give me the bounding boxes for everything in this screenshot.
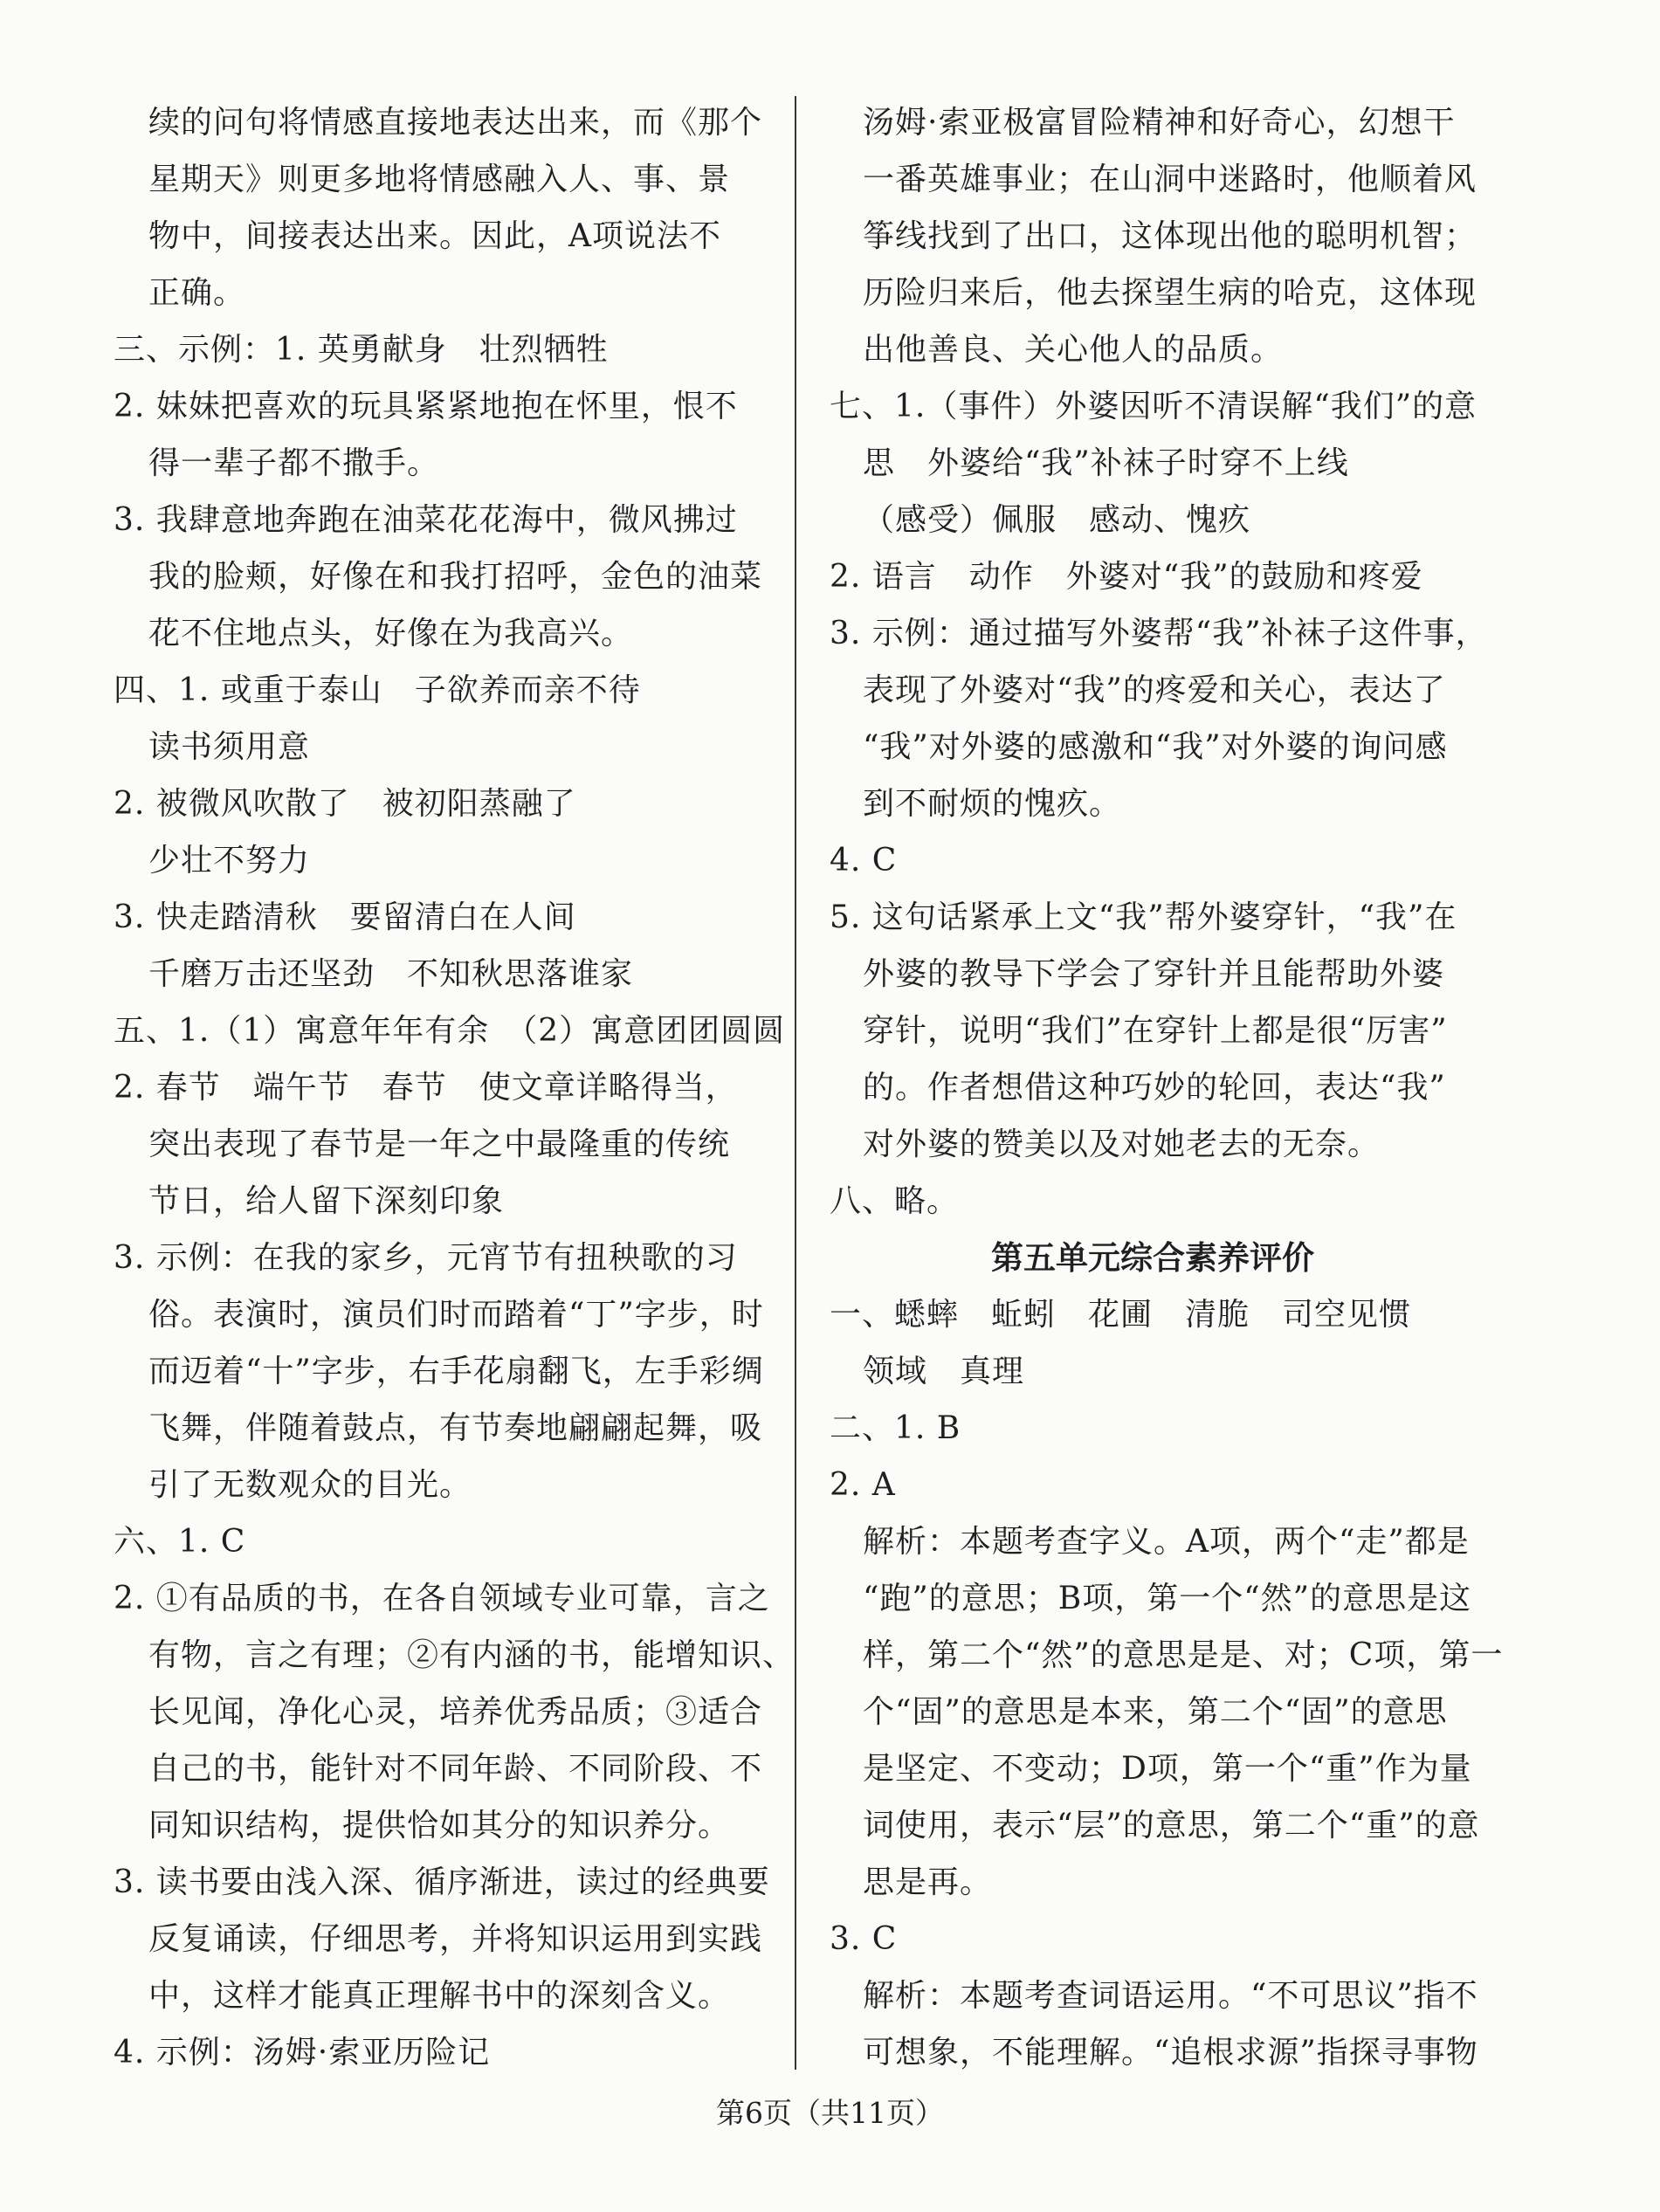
text-line: 我的脸颊，好像在和我打招呼，金色的油菜: [148, 559, 763, 595]
text-line: 到不耐烦的愧疚。: [863, 786, 1122, 822]
text-line: 的。作者想借这种巧妙的轮回，表达“我”: [863, 1070, 1446, 1106]
text-line: 可想象，不能理解。“追根求源”指探寻事物: [863, 2035, 1478, 2071]
text-line: 一番英雄事业；在山洞中迷路时，他顺着风: [863, 162, 1477, 197]
text-line: 六、1. C: [114, 1524, 246, 1560]
text-line: 2. 春节 端午节 春节 使文章详略得当，: [114, 1070, 738, 1106]
text-line: 4. C: [830, 843, 898, 879]
text-line: 八、略。: [830, 1183, 960, 1219]
text-line: 解析：本题考查词语运用。“不可思议”指不: [863, 1978, 1478, 2014]
text-line: 领域 真理: [863, 1354, 1025, 1389]
text-line: 3. C: [830, 1921, 898, 1957]
text-line: 星期天》则更多地将情感融入人、事、景: [148, 162, 731, 197]
text-line: 历险归来后，他去探望生病的哈克，这体现: [863, 275, 1477, 311]
text-line: 样，第二个“然”的意思是是、对；C项，第一: [863, 1637, 1504, 1673]
text-line: 三、示例：1. 英勇献身 壮烈牺牲: [114, 332, 609, 368]
text-line: 3. 快走踏清秋 要留清白在人间: [114, 899, 576, 935]
text-line: 3. 我肆意地奔跑在油菜花花海中，微风拂过: [114, 502, 738, 538]
text-line: 长见闻，净化心灵，培养优秀品质；③适合: [148, 1694, 763, 1730]
text-line: 四、1. 或重于泰山 子欲养而亲不待: [114, 672, 641, 708]
text-line: 少壮不努力: [148, 843, 311, 879]
text-line: 对外婆的赞美以及对她老去的无奈。: [863, 1127, 1381, 1162]
text-line: 而迈着“十”字步，右手花扇翻飞，左手彩绸: [148, 1354, 764, 1389]
text-line: 有物，言之有理；②有内涵的书，能增知识、: [148, 1637, 796, 1673]
text-line: 穿针，说明“我们”在穿针上都是很“厉害”: [863, 1013, 1448, 1049]
page-footer: 第6页（共11页）: [716, 2096, 944, 2130]
text-line: 汤姆·索亚极富冒险精神和好奇心，幻想干: [863, 105, 1456, 141]
text-line: 突出表现了春节是一年之中最隆重的传统: [148, 1127, 731, 1162]
text-line: 是坚定、不变动；D项，第一个“重”作为量: [863, 1751, 1472, 1787]
text-line: 自己的书，能针对不同年龄、不同阶段、不: [148, 1751, 763, 1787]
text-line: 个“固”的意思是本来，第二个“固”的意思: [863, 1694, 1448, 1730]
text-line: 物中，间接表达出来。因此，A项说法不: [148, 218, 721, 254]
text-line: 节日，给人留下深刻印象: [148, 1183, 505, 1219]
text-line: 3. 示例：通过描写外婆帮“我”补袜子这件事，: [830, 616, 1488, 651]
text-line: 俗。表演时，演员们时而踏着“丁”字步，时: [148, 1297, 764, 1333]
text-line: 飞舞，伴随着鼓点，有节奏地翩翩起舞，吸: [148, 1410, 763, 1446]
text-line: 表现了外婆对“我”的疼爱和关心，表达了: [863, 672, 1446, 708]
text-line: “我”对外婆的感激和“我”对外婆的询问感: [863, 729, 1448, 765]
text-line: 千磨万击还坚劲 不知秋思落谁家: [148, 956, 634, 992]
text-line: 中，这样才能真正理解书中的深刻含义。: [148, 1978, 731, 2014]
text-line: 2. 被微风吹散了 被初阳蒸融了: [114, 786, 576, 822]
section-heading: 第五单元综合素养评价: [991, 1239, 1314, 1277]
text-line: 外婆的教导下学会了穿针并且能帮助外婆: [863, 956, 1445, 992]
text-line: 解析：本题考查字义。A项，两个“走”都是: [863, 1524, 1470, 1560]
text-line: 筝线找到了出口，这体现出他的聪明机智；: [863, 218, 1477, 254]
text-line: 2. ①有品质的书，在各自领域专业可靠，言之: [114, 1581, 770, 1616]
right-column: [830, 94, 1504, 2081]
text-line: 二、1. B: [830, 1410, 961, 1446]
text-line: 读书须用意: [148, 729, 311, 765]
text-line: 3. 示例：在我的家乡，元宵节有扭秧歌的习: [114, 1240, 738, 1276]
text-line: 五、1.（1）寓意年年有余 （2）寓意团团圆圆: [114, 1013, 786, 1049]
left-column: [114, 94, 796, 2081]
text-line: 4. 示例：汤姆·索亚历险记: [114, 2035, 491, 2071]
text-line: 花不住地点头，好像在为我高兴。: [148, 616, 634, 651]
text-line: 正确。: [148, 275, 246, 311]
text-line: 2. 妹妹把喜欢的玩具紧紧地抱在怀里，恨不: [114, 389, 738, 424]
text-line: 思是再。: [863, 1864, 993, 1900]
text-line: 5. 这句话紧承上文“我”帮外婆穿针，“我”在: [830, 899, 1457, 935]
text-line: 出他善良、关心他人的品质。: [863, 332, 1284, 368]
text-line: 2. 语言 动作 外婆对“我”的鼓励和疼爱: [830, 559, 1423, 595]
text-line: 思 外婆给“我”补袜子时穿不上线: [863, 445, 1349, 481]
text-line: 3. 读书要由浅入深、循序渐进，读过的经典要: [114, 1864, 770, 1900]
text-line: “跑”的意思；B项，第一个“然”的意思是这: [863, 1581, 1472, 1616]
text-line: 七、1.（事件）外婆因听不清误解“我们”的意: [830, 389, 1477, 424]
text-line: 同知识结构，提供恰如其分的知识养分。: [148, 1808, 731, 1843]
text-line: 续的问句将情感直接地表达出来，而《那个: [148, 105, 763, 141]
text-line: 引了无数观众的目光。: [148, 1467, 472, 1503]
text-line: 反复诵读，仔细思考，并将知识运用到实践: [148, 1921, 763, 1957]
text-line: 一、蟋蟀 蚯蚓 花圃 清脆 司空见惯: [830, 1297, 1412, 1333]
text-line: 词使用，表示“层”的意思，第二个“重”的意: [863, 1808, 1480, 1843]
text-line: 2. A: [830, 1467, 896, 1503]
text-line: （感受）佩服 感动、愧疚: [863, 502, 1251, 538]
text-line: 得一辈子都不撒手。: [148, 445, 440, 481]
column-divider: [795, 96, 796, 2070]
